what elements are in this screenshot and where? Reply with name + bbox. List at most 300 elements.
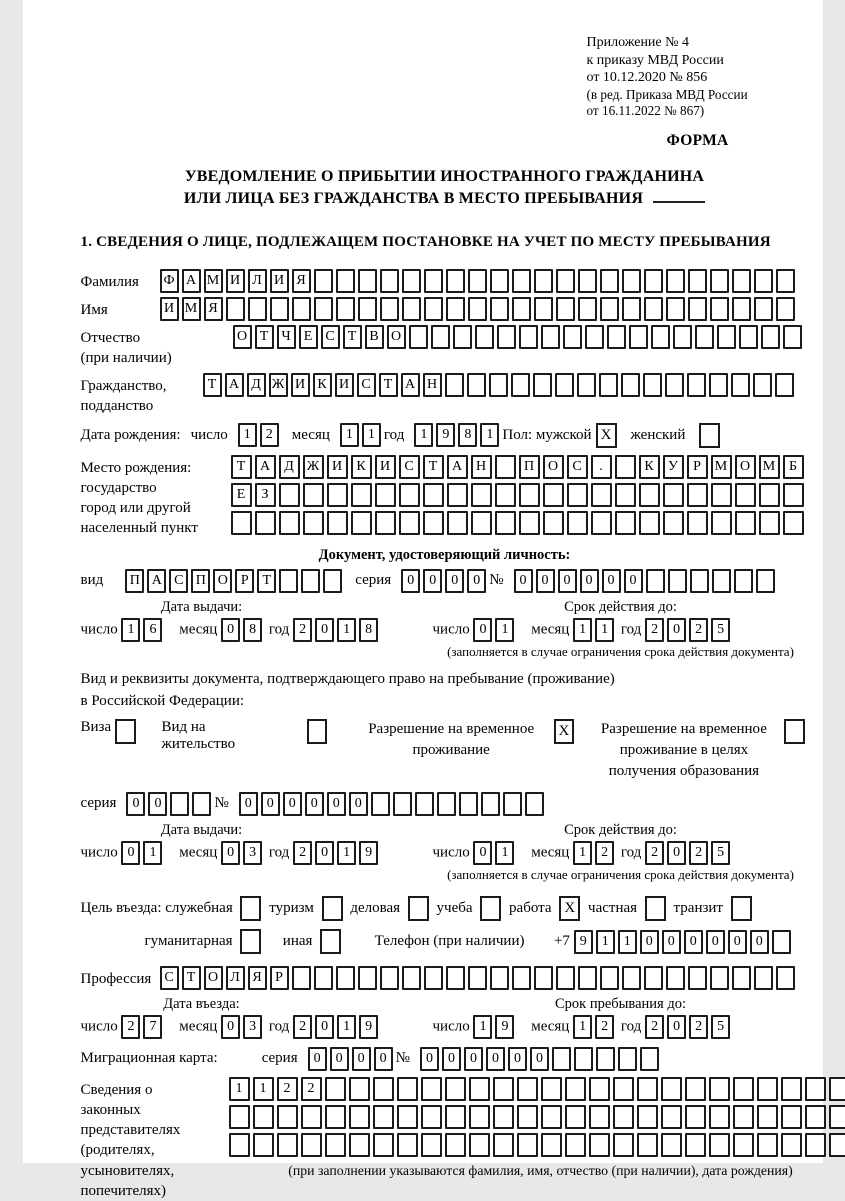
char-cell[interactable] bbox=[661, 1105, 682, 1129]
char-cell[interactable]: 0 bbox=[420, 1047, 439, 1071]
char-cell[interactable] bbox=[687, 483, 708, 507]
char-cell[interactable]: 8 bbox=[359, 618, 378, 642]
char-cell[interactable] bbox=[732, 966, 751, 990]
char-cell[interactable]: 1 bbox=[121, 618, 140, 642]
char-cell[interactable]: Т bbox=[343, 325, 362, 349]
char-cell[interactable] bbox=[541, 1077, 562, 1101]
char-cell[interactable] bbox=[533, 373, 552, 397]
char-cell[interactable]: 5 bbox=[711, 841, 730, 865]
char-cell[interactable]: 0 bbox=[536, 569, 555, 593]
char-cell[interactable]: А bbox=[225, 373, 244, 397]
char-cell[interactable]: Е bbox=[231, 483, 252, 507]
temp-residence-edu-checkbox[interactable] bbox=[784, 719, 805, 744]
char-cell[interactable] bbox=[663, 511, 684, 535]
char-cell[interactable] bbox=[534, 966, 553, 990]
char-cell[interactable]: 1 bbox=[143, 841, 162, 865]
char-cell[interactable] bbox=[469, 1133, 490, 1157]
char-cell[interactable] bbox=[279, 511, 300, 535]
char-cell[interactable] bbox=[552, 1047, 571, 1071]
char-cell[interactable] bbox=[409, 325, 428, 349]
char-cell[interactable] bbox=[589, 1133, 610, 1157]
char-cell[interactable] bbox=[754, 269, 773, 293]
char-cell[interactable] bbox=[739, 325, 758, 349]
char-cell[interactable]: 2 bbox=[595, 841, 614, 865]
char-cell[interactable] bbox=[556, 297, 575, 321]
char-cell[interactable]: 0 bbox=[330, 1047, 349, 1071]
char-cell[interactable] bbox=[775, 373, 794, 397]
char-cell[interactable]: 0 bbox=[315, 1015, 334, 1039]
char-cell[interactable] bbox=[397, 1077, 418, 1101]
char-cell[interactable]: А bbox=[182, 269, 201, 293]
char-cell[interactable] bbox=[710, 297, 729, 321]
char-cell[interactable] bbox=[644, 966, 663, 990]
char-cell[interactable] bbox=[314, 297, 333, 321]
char-cell[interactable] bbox=[663, 483, 684, 507]
char-cell[interactable]: Р bbox=[235, 569, 254, 593]
char-cell[interactable] bbox=[666, 966, 685, 990]
char-cell[interactable] bbox=[541, 1105, 562, 1129]
char-cell[interactable]: 9 bbox=[574, 930, 593, 954]
char-cell[interactable] bbox=[578, 966, 597, 990]
char-cell[interactable] bbox=[373, 1105, 394, 1129]
char-cell[interactable] bbox=[445, 1105, 466, 1129]
char-cell[interactable]: 0 bbox=[662, 930, 681, 954]
char-cell[interactable] bbox=[687, 373, 706, 397]
char-cell[interactable] bbox=[759, 511, 780, 535]
char-cell[interactable] bbox=[371, 792, 390, 816]
char-cell[interactable]: И bbox=[335, 373, 354, 397]
char-cell[interactable]: 2 bbox=[645, 1015, 664, 1039]
char-cell[interactable]: 1 bbox=[618, 930, 637, 954]
char-cell[interactable]: 2 bbox=[301, 1077, 322, 1101]
char-cell[interactable] bbox=[459, 792, 478, 816]
char-cell[interactable] bbox=[600, 269, 619, 293]
char-cell[interactable] bbox=[757, 1105, 778, 1129]
char-cell[interactable] bbox=[613, 1077, 634, 1101]
char-cell[interactable] bbox=[735, 483, 756, 507]
char-cell[interactable] bbox=[393, 792, 412, 816]
char-cell[interactable] bbox=[447, 483, 468, 507]
char-cell[interactable]: 0 bbox=[221, 1015, 240, 1039]
char-cell[interactable]: 2 bbox=[645, 618, 664, 642]
char-cell[interactable]: 0 bbox=[464, 1047, 483, 1071]
char-cell[interactable] bbox=[651, 325, 670, 349]
char-cell[interactable]: А bbox=[401, 373, 420, 397]
char-cell[interactable] bbox=[733, 1133, 754, 1157]
char-cell[interactable] bbox=[712, 569, 731, 593]
char-cell[interactable] bbox=[279, 483, 300, 507]
char-cell[interactable]: И bbox=[270, 269, 289, 293]
char-cell[interactable] bbox=[783, 483, 804, 507]
char-cell[interactable]: У bbox=[663, 455, 684, 479]
char-cell[interactable] bbox=[829, 1133, 845, 1157]
char-cell[interactable] bbox=[255, 511, 276, 535]
char-cell[interactable]: 0 bbox=[349, 792, 368, 816]
char-cell[interactable]: 1 bbox=[596, 930, 615, 954]
char-cell[interactable] bbox=[578, 297, 597, 321]
char-cell[interactable]: Я bbox=[292, 269, 311, 293]
char-cell[interactable] bbox=[493, 1077, 514, 1101]
char-cell[interactable]: О bbox=[387, 325, 406, 349]
char-cell[interactable]: 1 bbox=[229, 1077, 250, 1101]
char-cell[interactable] bbox=[497, 325, 516, 349]
char-cell[interactable] bbox=[543, 483, 564, 507]
char-cell[interactable] bbox=[512, 269, 531, 293]
char-cell[interactable] bbox=[323, 569, 342, 593]
char-cell[interactable]: О bbox=[233, 325, 252, 349]
char-cell[interactable]: 9 bbox=[436, 423, 455, 447]
char-cell[interactable]: 2 bbox=[689, 841, 708, 865]
char-cell[interactable] bbox=[776, 966, 795, 990]
char-cell[interactable] bbox=[615, 483, 636, 507]
char-cell[interactable]: 2 bbox=[689, 618, 708, 642]
char-cell[interactable]: 0 bbox=[684, 930, 703, 954]
purpose-study-checkbox[interactable] bbox=[480, 896, 501, 921]
char-cell[interactable] bbox=[424, 966, 443, 990]
char-cell[interactable] bbox=[325, 1077, 346, 1101]
char-cell[interactable] bbox=[629, 325, 648, 349]
char-cell[interactable] bbox=[759, 483, 780, 507]
char-cell[interactable]: 0 bbox=[305, 792, 324, 816]
char-cell[interactable] bbox=[467, 373, 486, 397]
char-cell[interactable]: 0 bbox=[640, 930, 659, 954]
char-cell[interactable] bbox=[402, 269, 421, 293]
char-cell[interactable] bbox=[475, 325, 494, 349]
char-cell[interactable]: 0 bbox=[508, 1047, 527, 1071]
char-cell[interactable] bbox=[349, 1133, 370, 1157]
char-cell[interactable] bbox=[423, 483, 444, 507]
char-cell[interactable]: О bbox=[213, 569, 232, 593]
char-cell[interactable]: С bbox=[357, 373, 376, 397]
char-cell[interactable]: 0 bbox=[327, 792, 346, 816]
char-cell[interactable]: 8 bbox=[458, 423, 477, 447]
char-cell[interactable] bbox=[229, 1133, 250, 1157]
char-cell[interactable]: Ж bbox=[303, 455, 324, 479]
char-cell[interactable] bbox=[591, 511, 612, 535]
char-cell[interactable] bbox=[565, 1077, 586, 1101]
char-cell[interactable] bbox=[421, 1133, 442, 1157]
char-cell[interactable] bbox=[431, 325, 450, 349]
char-cell[interactable]: 8 bbox=[243, 618, 262, 642]
char-cell[interactable]: 0 bbox=[728, 930, 747, 954]
char-cell[interactable]: Т bbox=[182, 966, 201, 990]
char-cell[interactable]: . bbox=[591, 455, 612, 479]
char-cell[interactable]: 2 bbox=[293, 618, 312, 642]
char-cell[interactable] bbox=[578, 269, 597, 293]
char-cell[interactable] bbox=[665, 373, 684, 397]
char-cell[interactable] bbox=[754, 966, 773, 990]
char-cell[interactable] bbox=[327, 483, 348, 507]
char-cell[interactable] bbox=[446, 269, 465, 293]
char-cell[interactable] bbox=[776, 269, 795, 293]
char-cell[interactable] bbox=[375, 511, 396, 535]
char-cell[interactable] bbox=[471, 483, 492, 507]
char-cell[interactable] bbox=[192, 792, 211, 816]
char-cell[interactable] bbox=[358, 269, 377, 293]
char-cell[interactable] bbox=[446, 297, 465, 321]
char-cell[interactable] bbox=[600, 966, 619, 990]
char-cell[interactable]: 6 bbox=[143, 618, 162, 642]
char-cell[interactable] bbox=[567, 483, 588, 507]
char-cell[interactable] bbox=[358, 966, 377, 990]
char-cell[interactable] bbox=[517, 1133, 538, 1157]
char-cell[interactable]: Ж bbox=[269, 373, 288, 397]
char-cell[interactable] bbox=[615, 511, 636, 535]
char-cell[interactable]: Ф bbox=[160, 269, 179, 293]
char-cell[interactable]: 1 bbox=[573, 618, 592, 642]
char-cell[interactable] bbox=[277, 1133, 298, 1157]
char-cell[interactable] bbox=[622, 297, 641, 321]
char-cell[interactable]: К bbox=[639, 455, 660, 479]
char-cell[interactable] bbox=[805, 1133, 826, 1157]
char-cell[interactable] bbox=[437, 792, 456, 816]
char-cell[interactable]: 0 bbox=[423, 569, 442, 593]
char-cell[interactable] bbox=[709, 1133, 730, 1157]
char-cell[interactable] bbox=[402, 966, 421, 990]
char-cell[interactable]: 1 bbox=[473, 1015, 492, 1039]
char-cell[interactable]: И bbox=[375, 455, 396, 479]
char-cell[interactable] bbox=[685, 1077, 706, 1101]
char-cell[interactable] bbox=[577, 373, 596, 397]
char-cell[interactable] bbox=[591, 483, 612, 507]
char-cell[interactable]: 2 bbox=[645, 841, 664, 865]
purpose-official-checkbox[interactable] bbox=[240, 896, 261, 921]
char-cell[interactable]: 0 bbox=[558, 569, 577, 593]
char-cell[interactable] bbox=[481, 792, 500, 816]
char-cell[interactable] bbox=[415, 792, 434, 816]
char-cell[interactable] bbox=[613, 1133, 634, 1157]
char-cell[interactable]: А bbox=[255, 455, 276, 479]
char-cell[interactable] bbox=[380, 269, 399, 293]
purpose-tourism-checkbox[interactable] bbox=[322, 896, 343, 921]
char-cell[interactable]: 0 bbox=[667, 841, 686, 865]
char-cell[interactable] bbox=[644, 297, 663, 321]
char-cell[interactable] bbox=[783, 511, 804, 535]
char-cell[interactable]: 0 bbox=[126, 792, 145, 816]
char-cell[interactable] bbox=[301, 569, 320, 593]
char-cell[interactable] bbox=[519, 325, 538, 349]
char-cell[interactable] bbox=[301, 1105, 322, 1129]
char-cell[interactable] bbox=[453, 325, 472, 349]
char-cell[interactable]: 1 bbox=[573, 841, 592, 865]
char-cell[interactable]: И bbox=[226, 269, 245, 293]
char-cell[interactable]: Л bbox=[248, 269, 267, 293]
char-cell[interactable] bbox=[424, 297, 443, 321]
char-cell[interactable]: 5 bbox=[711, 1015, 730, 1039]
char-cell[interactable]: 0 bbox=[467, 569, 486, 593]
char-cell[interactable] bbox=[661, 1133, 682, 1157]
char-cell[interactable] bbox=[445, 373, 464, 397]
char-cell[interactable]: П bbox=[125, 569, 144, 593]
char-cell[interactable]: Р bbox=[687, 455, 708, 479]
char-cell[interactable] bbox=[781, 1133, 802, 1157]
char-cell[interactable]: 3 bbox=[243, 841, 262, 865]
char-cell[interactable] bbox=[253, 1133, 274, 1157]
char-cell[interactable] bbox=[829, 1105, 845, 1129]
char-cell[interactable] bbox=[358, 297, 377, 321]
char-cell[interactable]: И bbox=[291, 373, 310, 397]
char-cell[interactable] bbox=[471, 511, 492, 535]
char-cell[interactable]: С bbox=[169, 569, 188, 593]
char-cell[interactable] bbox=[325, 1133, 346, 1157]
char-cell[interactable] bbox=[519, 483, 540, 507]
char-cell[interactable]: О bbox=[735, 455, 756, 479]
char-cell[interactable] bbox=[314, 269, 333, 293]
char-cell[interactable]: 0 bbox=[530, 1047, 549, 1071]
char-cell[interactable] bbox=[781, 1077, 802, 1101]
char-cell[interactable]: С bbox=[321, 325, 340, 349]
char-cell[interactable] bbox=[349, 1105, 370, 1129]
char-cell[interactable]: Т bbox=[257, 569, 276, 593]
char-cell[interactable] bbox=[489, 373, 508, 397]
char-cell[interactable] bbox=[685, 1133, 706, 1157]
sex-female-checkbox[interactable] bbox=[699, 423, 720, 448]
char-cell[interactable] bbox=[373, 1133, 394, 1157]
char-cell[interactable]: С bbox=[399, 455, 420, 479]
char-cell[interactable]: Д bbox=[279, 455, 300, 479]
char-cell[interactable] bbox=[618, 1047, 637, 1071]
char-cell[interactable]: 0 bbox=[706, 930, 725, 954]
char-cell[interactable] bbox=[399, 483, 420, 507]
char-cell[interactable]: Ч bbox=[277, 325, 296, 349]
char-cell[interactable] bbox=[711, 483, 732, 507]
char-cell[interactable] bbox=[303, 511, 324, 535]
char-cell[interactable]: 0 bbox=[221, 618, 240, 642]
char-cell[interactable]: 7 bbox=[143, 1015, 162, 1039]
char-cell[interactable] bbox=[733, 1077, 754, 1101]
char-cell[interactable] bbox=[525, 792, 544, 816]
char-cell[interactable] bbox=[517, 1105, 538, 1129]
char-cell[interactable] bbox=[503, 792, 522, 816]
char-cell[interactable]: 2 bbox=[121, 1015, 140, 1039]
char-cell[interactable]: Н bbox=[471, 455, 492, 479]
visa-checkbox[interactable] bbox=[115, 719, 136, 744]
char-cell[interactable]: 1 bbox=[337, 618, 356, 642]
char-cell[interactable]: С bbox=[567, 455, 588, 479]
char-cell[interactable]: Е bbox=[299, 325, 318, 349]
char-cell[interactable]: 0 bbox=[442, 1047, 461, 1071]
char-cell[interactable] bbox=[596, 1047, 615, 1071]
char-cell[interactable] bbox=[565, 1133, 586, 1157]
char-cell[interactable]: 2 bbox=[277, 1077, 298, 1101]
char-cell[interactable] bbox=[666, 269, 685, 293]
char-cell[interactable] bbox=[600, 297, 619, 321]
char-cell[interactable]: К bbox=[351, 455, 372, 479]
char-cell[interactable]: 1 bbox=[480, 423, 499, 447]
char-cell[interactable]: Т bbox=[423, 455, 444, 479]
char-cell[interactable] bbox=[421, 1105, 442, 1129]
char-cell[interactable] bbox=[556, 966, 575, 990]
char-cell[interactable]: 2 bbox=[260, 423, 279, 447]
char-cell[interactable]: 0 bbox=[473, 841, 492, 865]
char-cell[interactable] bbox=[637, 1133, 658, 1157]
char-cell[interactable]: 9 bbox=[359, 1015, 378, 1039]
char-cell[interactable] bbox=[493, 1105, 514, 1129]
char-cell[interactable] bbox=[468, 297, 487, 321]
char-cell[interactable] bbox=[690, 569, 709, 593]
char-cell[interactable] bbox=[495, 511, 516, 535]
char-cell[interactable] bbox=[709, 1105, 730, 1129]
char-cell[interactable]: Л bbox=[226, 966, 245, 990]
char-cell[interactable] bbox=[805, 1077, 826, 1101]
char-cell[interactable] bbox=[446, 966, 465, 990]
char-cell[interactable] bbox=[253, 1105, 274, 1129]
char-cell[interactable] bbox=[639, 483, 660, 507]
char-cell[interactable] bbox=[511, 373, 530, 397]
char-cell[interactable] bbox=[643, 373, 662, 397]
char-cell[interactable] bbox=[292, 966, 311, 990]
char-cell[interactable] bbox=[754, 297, 773, 321]
char-cell[interactable] bbox=[543, 511, 564, 535]
char-cell[interactable]: П bbox=[191, 569, 210, 593]
char-cell[interactable] bbox=[783, 325, 802, 349]
char-cell[interactable] bbox=[607, 325, 626, 349]
char-cell[interactable] bbox=[490, 269, 509, 293]
char-cell[interactable] bbox=[397, 1105, 418, 1129]
char-cell[interactable]: Б bbox=[783, 455, 804, 479]
char-cell[interactable]: Д bbox=[247, 373, 266, 397]
char-cell[interactable] bbox=[336, 269, 355, 293]
char-cell[interactable] bbox=[711, 511, 732, 535]
char-cell[interactable] bbox=[688, 269, 707, 293]
char-cell[interactable] bbox=[231, 511, 252, 535]
char-cell[interactable] bbox=[732, 269, 751, 293]
char-cell[interactable] bbox=[303, 483, 324, 507]
char-cell[interactable]: 0 bbox=[121, 841, 140, 865]
char-cell[interactable] bbox=[490, 966, 509, 990]
char-cell[interactable] bbox=[733, 1105, 754, 1129]
char-cell[interactable] bbox=[637, 1105, 658, 1129]
char-cell[interactable]: 1 bbox=[337, 841, 356, 865]
char-cell[interactable] bbox=[336, 966, 355, 990]
char-cell[interactable] bbox=[646, 569, 665, 593]
char-cell[interactable] bbox=[615, 455, 636, 479]
char-cell[interactable] bbox=[761, 325, 780, 349]
char-cell[interactable]: 0 bbox=[514, 569, 533, 593]
char-cell[interactable] bbox=[772, 930, 791, 954]
char-cell[interactable] bbox=[688, 966, 707, 990]
temp-residence-checkbox[interactable]: X bbox=[554, 719, 575, 744]
char-cell[interactable] bbox=[351, 483, 372, 507]
char-cell[interactable]: О bbox=[204, 966, 223, 990]
char-cell[interactable]: А bbox=[447, 455, 468, 479]
char-cell[interactable] bbox=[327, 511, 348, 535]
char-cell[interactable] bbox=[447, 511, 468, 535]
char-cell[interactable]: 0 bbox=[473, 618, 492, 642]
char-cell[interactable]: М bbox=[204, 269, 223, 293]
char-cell[interactable] bbox=[534, 297, 553, 321]
char-cell[interactable] bbox=[493, 1133, 514, 1157]
char-cell[interactable]: 9 bbox=[495, 1015, 514, 1039]
char-cell[interactable]: В bbox=[365, 325, 384, 349]
char-cell[interactable]: 1 bbox=[495, 841, 514, 865]
char-cell[interactable] bbox=[519, 511, 540, 535]
char-cell[interactable] bbox=[445, 1077, 466, 1101]
char-cell[interactable] bbox=[495, 455, 516, 479]
char-cell[interactable]: 1 bbox=[573, 1015, 592, 1039]
char-cell[interactable]: 2 bbox=[689, 1015, 708, 1039]
char-cell[interactable] bbox=[734, 569, 753, 593]
char-cell[interactable] bbox=[673, 325, 692, 349]
char-cell[interactable] bbox=[397, 1133, 418, 1157]
char-cell[interactable] bbox=[781, 1105, 802, 1129]
char-cell[interactable]: З bbox=[255, 483, 276, 507]
char-cell[interactable]: 1 bbox=[340, 423, 359, 447]
char-cell[interactable]: 0 bbox=[667, 618, 686, 642]
char-cell[interactable] bbox=[829, 1077, 845, 1101]
char-cell[interactable] bbox=[637, 1077, 658, 1101]
char-cell[interactable]: 0 bbox=[283, 792, 302, 816]
